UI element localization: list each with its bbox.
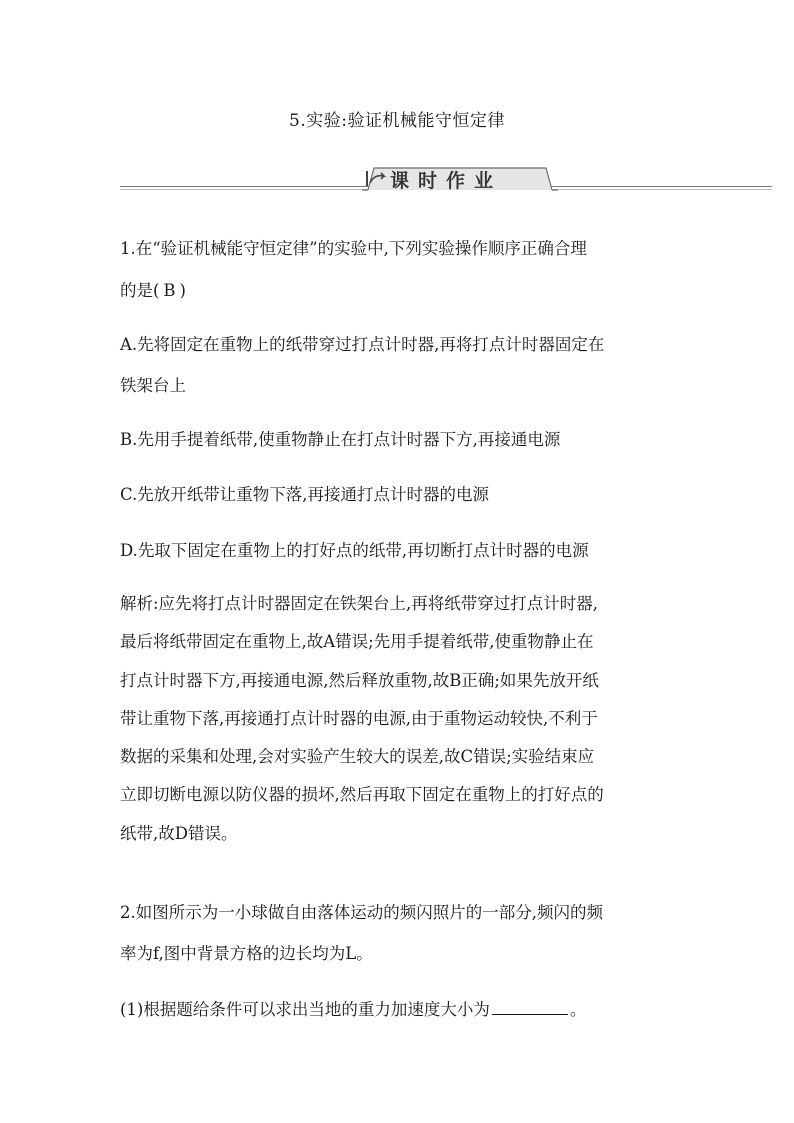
part-1-text: (1)根据题给条件可以求出当地的重力加速度大小为 [120,1000,490,1019]
question-1-stem-cont [120,278,680,304]
option-a-cont: 铁架台上 [120,376,186,395]
option-c: C.先放开纸带让重物下落,再接通打点计时器的电源 [120,485,490,504]
solution-line: 数据的采集和处理,会对实验产生较大的误差,故C错误;实验结束应 [120,747,595,767]
answer-choice: B [163,281,176,300]
section-banner [120,164,772,196]
question-1-stem: 1.在“验证机械能守恒定律”的实验中,下列实验操作顺序正确合理 [120,239,587,258]
option-a: A.先将固定在重物上的纸带穿过打点计时器,再将打点计时器固定在 [120,335,605,354]
stem-text: 的是( [120,281,160,300]
solution-line: 纸带,故D错误。 [120,823,238,843]
solution-line: 最后将纸带固定在重物上,故A错误;先用手提着纸带,使重物静止在 [120,632,594,652]
solution-line: 解析:应先将打点计时器固定在铁架台上,再将纸带穿过打点计时器, [120,594,599,613]
solution-line: 打点计时器下方,再接通电源,然后释放重物,故B正确;如果先放开纸 [120,670,599,690]
stem-text-close: ) [179,281,186,300]
option-b: B.先用手提着纸带,使重物静止在打点计时器下方,再接通电源 [120,430,561,449]
part-1-end: 。 [569,1000,587,1019]
banner-label: 课时作业 [390,170,503,192]
page-title: 5.实验:验证机械能守恒定律 [289,111,505,131]
option-d: D.先取下固定在重物上的打好点的纸带,再切断打点计时器的电源 [120,541,589,560]
solution-line: 立即切断电源以防仪器的损坏,然后再取下固定在重物上的打好点的 [120,785,604,805]
banner-plate [360,164,560,190]
solution-line: 带让重物下落,再接通打点计时器的电源,由于重物运动较快,不利于 [120,708,598,728]
question-2-stem-cont: 率为f,图中背景方格的边长均为L。 [120,944,373,963]
question-2-stem: 2.如图所示为一小球做自由落体运动的频闪照片的一部分,频闪的频 [120,903,603,922]
answer-blank [492,996,568,1015]
question-2-part-1 [120,996,680,1023]
solution-block [120,591,680,859]
